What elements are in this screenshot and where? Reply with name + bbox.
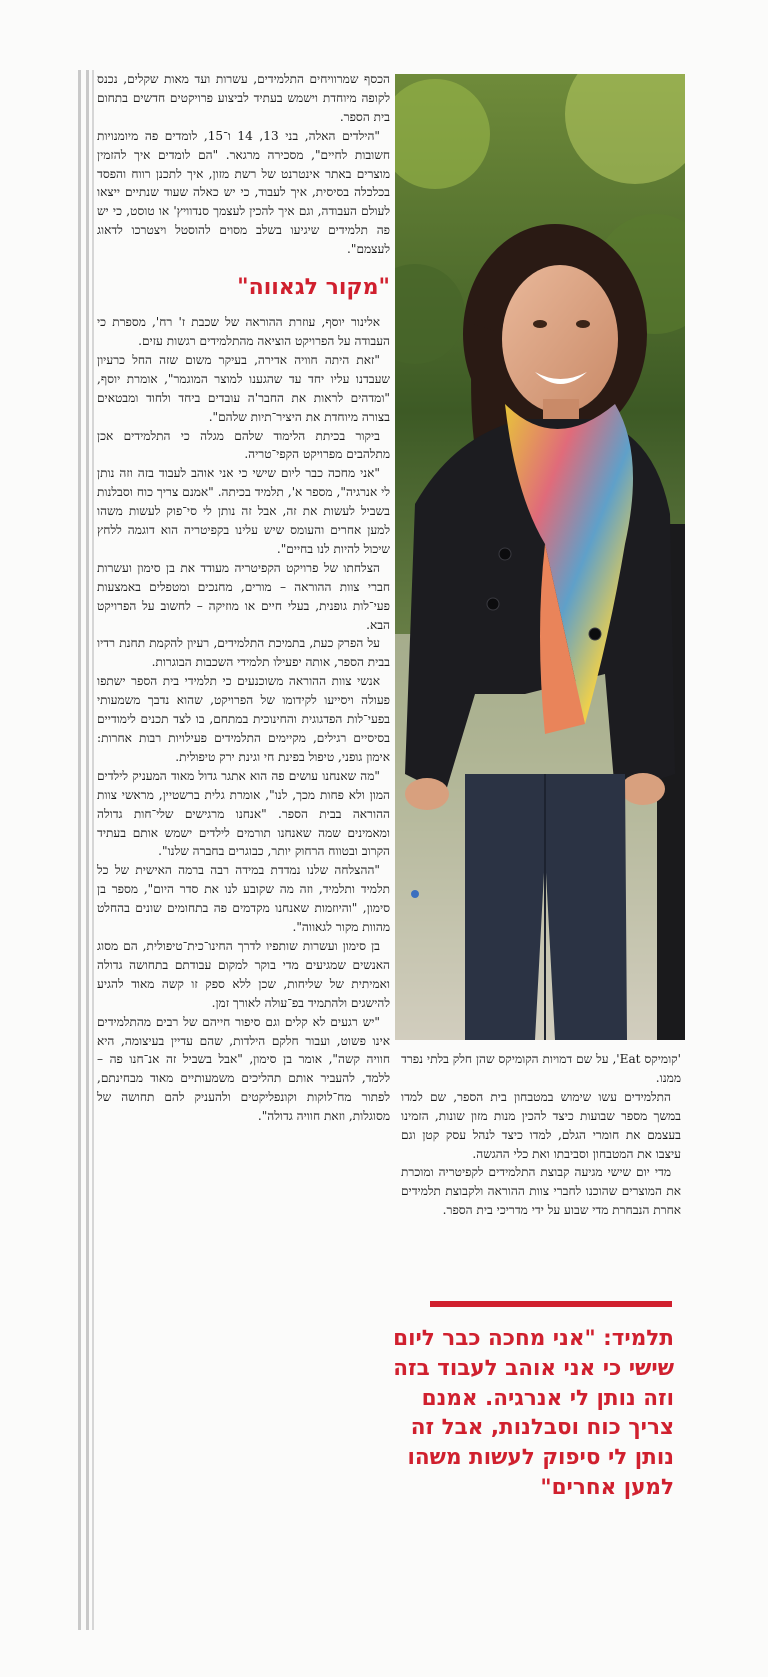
pull-quote-divider	[430, 1301, 672, 1307]
article-paragraph: "יש רגעים לא קלים וגם סיפור חייהם של רבים מהתלמידים אינו פשוט, ועבור חלקם הילדות, שהם עדיין בעיצומה, היא חוויה קשה", אומר בן סימון, "אבל בשביל זה אנ־חנו פה – ללמד, להעביר אותם תהליכים משמעותיים מאוד מבחינתם, לפתור מח־לוקות וקונפליקטים ולהעניק להם תחושה של מסוגלות, וזאת חוויה גדולה".	[97, 1014, 390, 1124]
article-paragraph: מדי יום שישי מגיעה קבוצת התלמידים לקפיטריה ומוכרת את המוצרים שהוכנו לחברי צוות ההוראה ולקבוצת תלמידים אחרת הנבחרת מדי שבוע על ידי מדריכי בית הספר.	[401, 1165, 681, 1218]
article-paragraph: "מה שאנחנו עושים פה הוא אתגר גדול מאוד המעניק לילדים המון ולא פחות מכך, לנו", אומרת גלית ברשטיין, מראשי צוות ההוראה בבית הספר. "אנחנו מרגישים שלי־חות גדולה ומאמינים שמה שאנחנו תורמים לילדים ישמש אותם בעתיד הקרוב ובטווח הרחוק יותר, כבוגרים בחברה שלנו".	[97, 768, 390, 859]
article-paragraph: "הילדים האלה, בני 13, 14 ו־15, לומדים פה מיומנויות חשובות לחיים", מסכירה מרגאר. "הם לומדים איך להזמין מוצרים באתר אינטרנט של רשת מזון, איך לתכנן רווח והפסד בכלכלה בסיסית, איך לעבוד, כי יש כאלה שעוד שנתיים ייצאו לעולם העבודה, וגם איך להכין לעצמך סנדוויץ' או טוסט, כי יש פה תלמידים שיגיעו בשלב מסוים להוסטל ויצטרכו לדאוג לעצמם".	[97, 128, 390, 257]
pull-quote: תלמיד: "אני מחכה כבר ליום שישי כי אני אוהב לעבוד בזה וזה נותן לי אנרגיה. אמנם צריך כוח וסבלנות, אבל זה נותן לי סיפוק לעשות משהו למען אחרים"	[393, 1326, 674, 1500]
article-paragraph: אלינור יוסף, עוזרת ההוראה של שכבת ז' רח', מספרת כי העבודה על הפרויקט הוציאה מהתלמידים רגשות עזים.	[97, 315, 390, 348]
article-paragraph: ביקור בכיתת הלימוד שלהם מגלה כי התלמידים אכן מתלהבים מפרויקט הקפי־טריה.	[97, 428, 390, 462]
article-paragraph: הכסף שמרוויחים התלמידים, עשרות ועד מאות שקלים, נכנס לקופה מיוחדת וישמש בעתיד לביצוע פרויקטים חדשים בתחום בית הספר.	[97, 72, 390, 124]
article-paragraph: "ההצלחה שלנו נמדדת במידה רבה ברמה האישית של כל תלמיד ותלמיד, וזה מה שקובע לנו את סדר היום", מספר בן סימון, "והיוזמות שאנחנו מקדמים פה בתחומים שונים בהחלט מהוות מקור לגאווה".	[97, 863, 390, 935]
article-side-column	[401, 1050, 681, 1270]
section-subhead: "מקור לגאווה"	[237, 275, 390, 301]
article-photo	[395, 74, 685, 1040]
article-paragraph: בן סימון ועשרות שותפיו לדרך החינו־כית־טיפולית, הם מסוג האנשים שמגיעים מדי בוקר למקום עבודתם בתחושה גדולה ואמיתית של שליחות, שכן ללא ספק זו קשה מאוד להגיע להישגים ולהתמיד בפ־עולה לאורך זמן.	[97, 938, 390, 1010]
article-paragraph: "אני מחכה כבר ליום שישי כי אני אוהב לעבוד בזה וזה נותן לי אנרגיה", מספר א', תלמיד בכיתה. "אמנם צריך כוח וסבלנות בשביל לעשות את זה, אבל זה נותן לי סי־פוק לעשות משהו למען אחרים והעומס שיש עלינו בקפיטריה הוא דוגמה ללחץ שיכול להיות לנו בחיים".	[97, 466, 390, 556]
article-paragraph: "זאת היתה חוויה אדירה, בעיקר משום שזה החל כרעיון שעבדנו עליו יחד עד שהגענו למוצר המוגמר", אומרת יוסף, "ומדהים לראות את החבר'ה עובדים ביחד ולחוד ומבטאים בצורה מיוחדת את היציר־תיות שלהם".	[97, 352, 390, 424]
column-edge-rule	[86, 70, 89, 1630]
article-paragraph: 'קומיקס Eat', על שם דמויות הקומיקס שהן חלק בלתי נפרד ממנו.	[401, 1052, 681, 1085]
column-edge-rule	[92, 70, 94, 1630]
article-paragraph: על הפרק כעת, בתמיכת התלמידים, רעיון להקמת תחנת רדיו בבית הספר, אותה יפעילו תלמידי השכבות הבוגרות.	[97, 636, 390, 670]
article-paragraph: הצלחתו של פרויקט הקפיטריה מעודד את בן סימון ועשרות חברי צוות ההוראה – מורים, מחנכים ומטפלים באמצעות פעי־לות גופנית, בעלי חיים או מוזיקה – לחשוב על הפרויקט הבא.	[97, 560, 390, 632]
column-edge-rule	[78, 70, 81, 1630]
photo-woman-in-black-coat	[395, 74, 685, 1040]
article-paragraph: התלמידים עשו שימוש במטבחון בית הספר, שם למדו במשך מספר שבועות כיצד להכין מנות מזון שונות, הזמינו בעצמם את חומרי הגלם, למדו כיצד לנהל עסק קטן וגם עיצבו את המטבחון וסביבתו ואת כלי ההגשה.	[401, 1089, 681, 1161]
article-paragraph: אנשי צוות ההוראה משוכנעים כי תלמידי בית הספר ישתפו פעולה ויסייעו לקידומו של הפרויקט, שהוא נדבך משמעותי בפעי־לות הפדגוגית והחינוכית במתחם, בו לצד תכנים לימודיים בסיסיים רגילים, מקיימים התלמידים פעילויות רבות אחרות: אימון גופני, טיפול בפינת חי וגינת ירק טיפולית.	[97, 674, 390, 764]
article-main-column	[97, 70, 390, 1610]
